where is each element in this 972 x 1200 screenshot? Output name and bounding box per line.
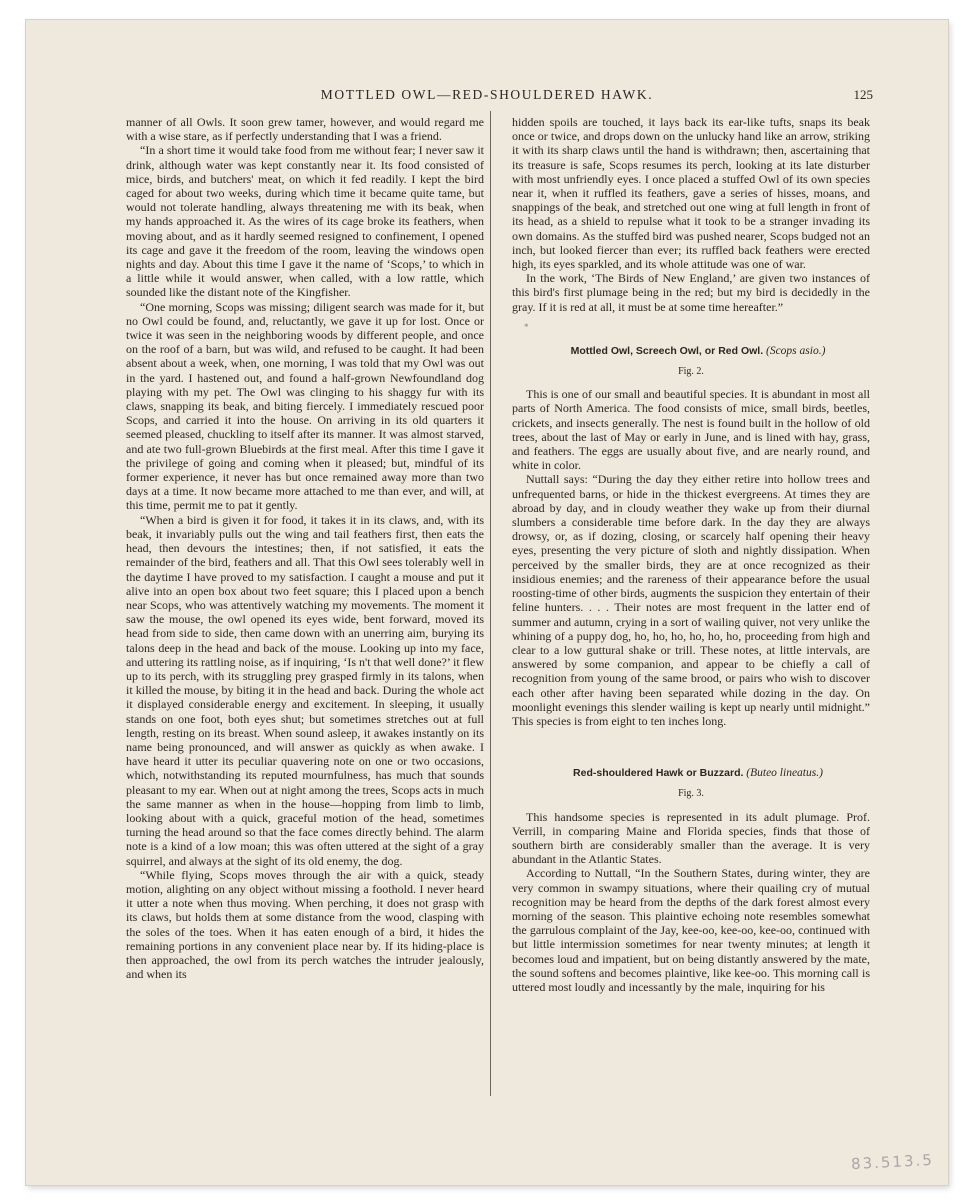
figure-reference: Fig. 3. [678, 788, 704, 800]
paragraph: This handsome species is represented in its adult plumage. Prof. Verrill, in comparing Maine and Florida species, finds that those of southern birth are considerably smaller than the average. It is very abundant in the Atlantic States. [512, 809, 870, 867]
paragraph: Nuttall says: “During the day they either retire into hollow trees and unfrequented barns, or hide in the thickest evergreens. At times they are abroad by day, and in cloudy weather they wake up from their diurnal slumbers a considerable time before dark. In the day they are always drowsy, or, as if dozing, closing, or scarcely half opening their heavy eyes, presenting the very picture of sloth and nightly dissipation. When perceived by the smaller birds, they are at once recognized as their insidious enemies; and the rareness of their appearance before the usual roosting-time of other birds, augments the suspicion they entertain of their feline hunters. . . . Their notes are most frequent in the latter end of summer and autumn, crying in a sort of wailing quiver, not very unlike the whining of a puppy dog, ho, ho, ho, ho, ho, ho, proceeding from high and clear to a low guttural shake or trill. These notes, at little intervals, are answered by some companion, and appear to be chiefly a call of recognition from young of the same brood, or pairs who wish to discover each other after having been separated while dozing in the day. On moonlight evenings this slender wailing is kept up nearly until midnight.” This species is from eight to ten inches long. [512, 472, 870, 728]
section-heading: Mottled Owl, Screech Owl, or Red Owl. [570, 344, 764, 357]
paragraph: “When a bird is given it for food, it takes it in its claws, and, with its beak, it invariably pulls out the wing and tail feathers first, then eats the head, then devours the intestines; then, if not satisfied, it eats the remainder of the bird, feathers and all. That this Owl sees tolerably well in the daytime I have proved to my satisfaction. I caught a mouse and put it alive into an open box about two feet square; this I placed upon a bench near Scops, who was attentively watching my movements. The moment it saw the mouse, the owl opened its eyes wide, bent forward, moved its head from side to side, then came down with an unerring aim, burying its talons deep in the head and back of the mouse. Looking up into my face, and uttering its rattling noise, as if inquiring, ‘Is n't that well done?’ it flew up to its perch, with its struggling prey grasped firmly in its talons, when it killed the mouse, by biting it in the head and back. During the whole act it displayed considerable energy and excitement. In sleeping, it usually stands on one foot, both eyes shut; but sometimes stretches out at full length, resting on its breast. When sound asleep, it awakes instantly on its name being pronounced, and will answer as quickly as when awake. I have heard it utter its peculiar quavering note on one or two occasions, which, notwithstanding its reputed mournfulness, has much that sounds pleasant to my ear. When out at night among the trees, Scops acts in much the same manner as when in the house—hopping from limb to limb, looking about with a quick, graceful motion of the head, sometimes turning the head around so that the face comes directly behind. The alarm note is a kind of a low moan; this was often uttered at the sight of a gray squirrel, and always at the sight of its old enemy, the dog. [126, 512, 484, 868]
section-heading: Red-shouldered Hawk or Buzzard. [573, 767, 744, 780]
paragraph: manner of all Owls. It soon grew tamer, however, and would regard me with a wise stare, as if perfectly understanding that I was a friend. [126, 115, 484, 144]
column-rule [490, 111, 491, 1096]
mottled-owl-heading [512, 344, 870, 358]
stray-mark: * [524, 321, 529, 332]
paragraph: “While flying, Scops moves through the air with a quick, steady motion, alighting on any object without missing a foothold. I never heard it utter a note when thus moving. When perching, it does not grasp with its claws, but holds them at some distance from the wood, clasping with the soles of the toes. When it has eaten enough of a bird, it hides the remaining portions in any convenient place near by. If its hiding-place is then approached, the owl from its perch watches the intruder jealously, and when its [126, 867, 484, 982]
paragraph: In the work, ‘The Birds of New England,’ are given two instances of this bird's first plumage being in the red; but my bird is decidedly in the gray. If it is red at all, it must be at some time hereafter.” [512, 271, 870, 314]
paragraph: “In a short time it would take food from me without fear; I never saw it drink, although water was kept constantly near it. Its food consisted of mice, birds, and butchers' meat, on which it fed readily. I kept the bird caged for about two weeks, during which time it became quite tame, but would not tolerate handling, always threatening me with its beak, when my hands approached it. As the wires of its cage broke its feathers, when moving about, and as it hardly seemed resigned to confinement, I opened its cage and gave it the freedom of the room, leaving the windows open nights and day. About this time I gave it the name of ‘Scops,’ to which in a little while it would answer, when called, with a low rattle, which sounded like the distant note of the Kingfisher. [126, 143, 484, 300]
left-column [126, 115, 484, 981]
catalog-number: 83.513.5 [850, 1150, 935, 1174]
paragraph: This is one of our small and beautiful species. It is abundant in most all parts of North America. The food consists of mice, small birds, beetles, crickets, and insects generally. The nest is found built in the hollow of old trees, about the last of May or early in June, and is lined with hay, grass, and feathers. The eggs are usually about five, and are nearly round, and white in color. [512, 387, 870, 473]
page-number: 125 [853, 87, 873, 102]
running-head: MOTTLED OWL—RED-SHOULDERED HAWK. [320, 87, 654, 102]
red-shouldered-hawk-heading [512, 766, 870, 780]
latin-name: (Scops asio.) [766, 344, 826, 357]
paragraph: According to Nuttall, “In the Southern States, during winter, they are very common in swampy situations, where their quailing cry of mutual recognition may be heard from the depths of the dark forest almost every morning of the season. This plaintive echoing note resembles somewhat the garrulous complaint of the Jay, kee-oo, kee-oo, kee-oo, continued with but little intermission sometimes for near twenty minutes; at length it becomes loud and impatient, but on being distantly answered by the mate, the sound softens and becomes plaintive, like kee-oo. This morning call is uttered most loudly and incessantly by the male, inquiring for his [512, 866, 870, 994]
paragraph: hidden spoils are touched, it lays back its ear-like tufts, snaps its beak once or twice, and drops down on the unlucky hand like an arrow, striking it with its sharp claws until the hand is withdrawn; then, ascertaining that its treasure is safe, Scops resumes its perch, looking at its late disturber with most unfriendly eyes. I once placed a stuffed Owl of its own species near it, when it ruffled its feathers, gave a series of hisses, moans, and snappings of the beak, and stretched out one wing at full length in front of its head, as a shield to repulse what it took to be a stranger invading its own domains. As the stuffed bird was pushed nearer, Scops budged not an inch, but looked fiercer than ever; its ruffled back feathers were erected high, its eyes sparkled, and its whole attitude was one of war. [512, 115, 870, 272]
latin-name: (Buteo lineatus.) [746, 767, 823, 780]
paragraph: “One morning, Scops was missing; diligent search was made for it, but no Owl could be found, and, reluctantly, we gave it up for lost. Once or twice it was seen in the neighboring woods by different people, and once on the roof of a barn, but was wild, and refused to be caught. It had been absent about a week, when, one morning, I was told that my Owl was out in the yard. I hastened out, and found a half-grown Newfoundland dog playing with my pet. The Owl was clinging to his shaggy fur with its claws, snapping its beak, and biting fiercely. I immediately rescued poor Scops, and carried it into the house. On arriving in its old quarters it seemed pleased, chuckling to itself after its manner. It was almost starved, and ate two full-grown Bluebirds at the first meal. After this time I gave it the privilege of going and coming when it pleased; but, mindful of its former experience, it never has but once remained away more than two days at a time. It now became more attached to me than ever, and will, at this time, permit me to pat it gently. [126, 299, 484, 513]
book-page [26, 20, 948, 1185]
right-column [512, 115, 870, 994]
figure-reference: Fig. 2. [678, 366, 704, 378]
